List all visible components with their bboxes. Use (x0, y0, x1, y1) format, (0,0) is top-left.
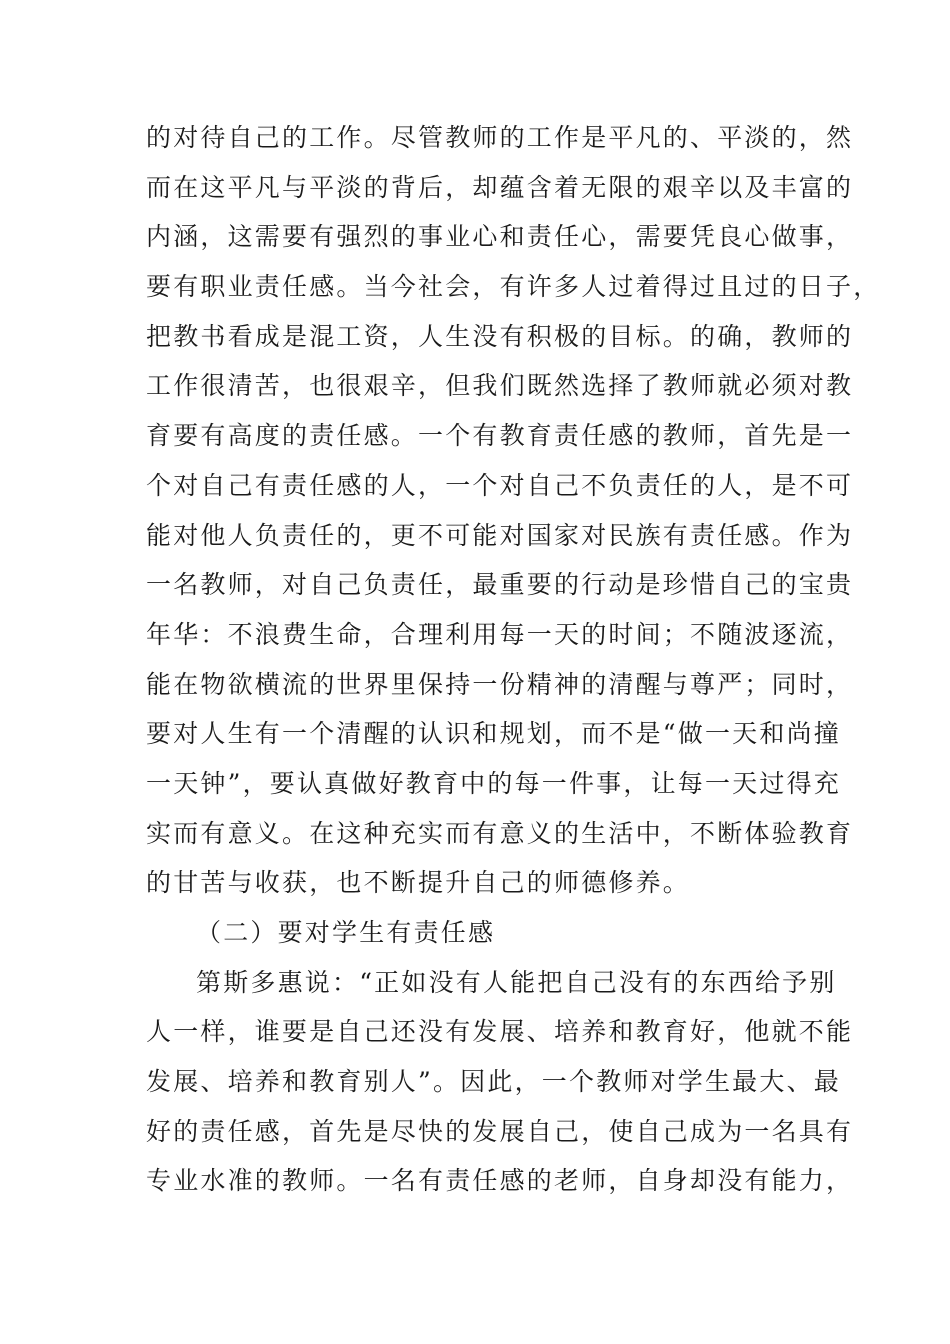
text-line: 一天钟”，要认真做好教育中的每一件事，让每一天过得充 (146, 768, 841, 798)
text-line: 要对人生有一个清醒的认识和规划，而不是“做一天和尚撞 (146, 719, 841, 749)
text-line: 把教书看成是混工资，人生没有积极的目标。的确，教师的 (146, 321, 854, 351)
text-line: 专业水准的教师。一名有责任感的老师，自身却没有能力， (146, 1166, 854, 1196)
text-line: 的甘苦与收获，也不断提升自己的师德修养。 (146, 868, 691, 898)
body-text (146, 113, 881, 1206)
text-line: 育要有高度的责任感。一个有教育责任感的教师，首先是一 (146, 421, 854, 451)
text-line: 要有职业责任感。当今社会，有许多人过着得过且过的日子， (146, 272, 881, 302)
text-line: 实而有意义。在这种充实而有意义的生活中，不断体验教育 (146, 818, 854, 848)
text-line: 第斯多惠说：“正如没有人能把自己没有的东西给予别 (196, 967, 837, 997)
text-line: 能对他人负责任的，更不可能对国家对民族有责任感。作为 (146, 520, 854, 550)
text-line: 年华：不浪费生命，合理利用每一天的时间；不随波逐流， (146, 619, 854, 649)
text-line: 工作很清苦，也很艰辛，但我们既然选择了教师就必须对教 (146, 371, 854, 401)
text-line: 个对自己有责任感的人，一个对自己不负责任的人，是不可 (146, 470, 854, 500)
text-line: 人一样，谁要是自己还没有发展、培养和教育好，他就不能 (146, 1017, 854, 1047)
text-line: 一名教师，对自己负责任，最重要的行动是珍惜自己的宝贵 (146, 570, 854, 600)
text-line: 能在物欲横流的世界里保持一份精神的清醒与尊严；同时， (146, 669, 854, 699)
text-line: 的对待自己的工作。尽管教师的工作是平凡的、平淡的，然 (146, 123, 854, 152)
text-line: 好的责任感，首先是尽快的发展自己，使自己成为一名具有 (146, 1116, 854, 1146)
text-line: 内涵，这需要有强烈的事业心和责任心，需要凭良心做事， (146, 222, 854, 252)
section-heading: （二）要对学生有责任感 (196, 918, 496, 947)
text-line: 而在这平凡与平淡的背后，却蕴含着无限的艰辛以及丰富的 (146, 172, 854, 202)
text-line: 发展、培养和教育别人”。因此，一个教师对学生最大、最 (146, 1067, 841, 1097)
